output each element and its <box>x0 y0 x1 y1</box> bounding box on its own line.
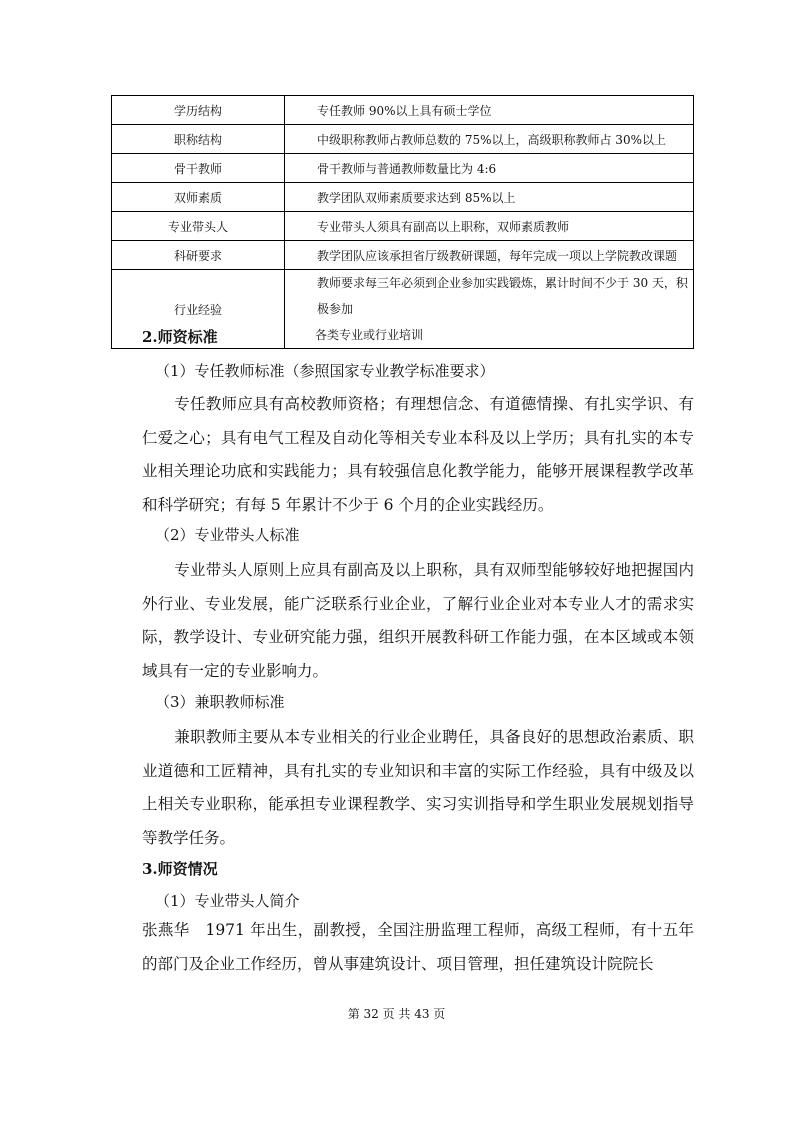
section2-sub3: （3）兼职教师标准 <box>155 693 285 711</box>
table-row <box>112 125 694 154</box>
row-value-line2: 各类专业或行业培训 <box>315 328 424 342</box>
page-footer: 第 32 页 共 43 页 <box>347 1007 446 1021</box>
table-row <box>112 154 694 183</box>
row-label: 科研要求 <box>112 241 285 270</box>
section2-para3-text: 兼职教师主要从本专业相关的行业企业聘任，具备良好的思想政治素质、职业道德和工匠精神，具有扎实的专业知识和丰富的实际工作经验，具有中级及以上相关专业职称，能承担专业课程教学、实习实训指导和学生职业发展规划指导等教学任务。 <box>142 728 694 847</box>
section2-sub2: （2）专业带头人标准 <box>155 526 300 544</box>
section2-sub1: （1）专任教师标准（参照国家专业教学标准要求） <box>155 362 495 380</box>
section3-heading: 3.师资情况 <box>142 860 218 878</box>
row-label: 行业经验 <box>112 270 285 349</box>
requirements-table <box>111 95 694 349</box>
section2-para3 <box>142 721 694 855</box>
section2-para1 <box>142 388 694 522</box>
row-value <box>285 270 694 349</box>
row-label: 专业带头人 <box>112 212 285 241</box>
section2-heading: 2.师资标准 <box>142 328 218 346</box>
row-value: 教学团队双师素质要求达到 85%以上 <box>285 183 694 212</box>
table-row <box>112 96 694 125</box>
section3-sub1: （1）专业带头人简介 <box>155 892 300 910</box>
row-label: 双师素质 <box>112 183 285 212</box>
row-value: 专任教师 90%以上具有硕士学位 <box>285 96 694 125</box>
table-row <box>112 212 694 241</box>
section2-para2-text: 专业带头人原则上应具有副高及以上职称，具有双师型能够较好地把握国内外行业、专业发展，能广泛联系行业企业，了解行业企业对本专业人才的需求实际，教学设计、专业研究能力强，组织开展教科研工作能力强，在本区域或本领域具有一定的专业影响力。 <box>142 561 694 680</box>
row-value: 中级职称教师占教师总数的 75%以上，高级职称教师占 30%以上 <box>285 125 694 154</box>
row-label: 骨干教师 <box>112 154 285 183</box>
section3-para1 <box>142 914 694 981</box>
section3-para1-text: 张燕华 1971 年出生，副教授，全国注册监理工程师，高级工程师，有十五年的部门及企业工作经历，曾从事建筑设计、项目管理，担任建筑设计院院长 <box>142 921 694 973</box>
section2-para2 <box>142 554 694 688</box>
row-value-line1: 教师要求每三年必须到企业参加实践锻炼，累计时间不少于 30 天，积极参加 <box>317 276 688 316</box>
row-value: 专业带头人须具有副高以上职称，双师素质教师 <box>285 212 694 241</box>
section2-para1-text: 专任教师应具有高校教师资格；有理想信念、有道德情操、有扎实学识、有仁爱之心；具有电气工程及自动化等相关专业本科及以上学历；具有扎实的本专业相关理论功底和实践能力；具有较强信息化教学能力，能够开展课程教学改革和科学研究；有每 5 年累计不少于 6 个月的企业实践经历。 <box>142 395 694 514</box>
table-row <box>112 241 694 270</box>
table-row <box>112 183 694 212</box>
row-value: 骨干教师与普通教师数量比为 4:6 <box>285 154 694 183</box>
row-label: 学历结构 <box>112 96 285 125</box>
row-label: 职称结构 <box>112 125 285 154</box>
row-value: 教学团队应该承担省厅级教研课题，每年完成一项以上学院教改课题 <box>285 241 694 270</box>
